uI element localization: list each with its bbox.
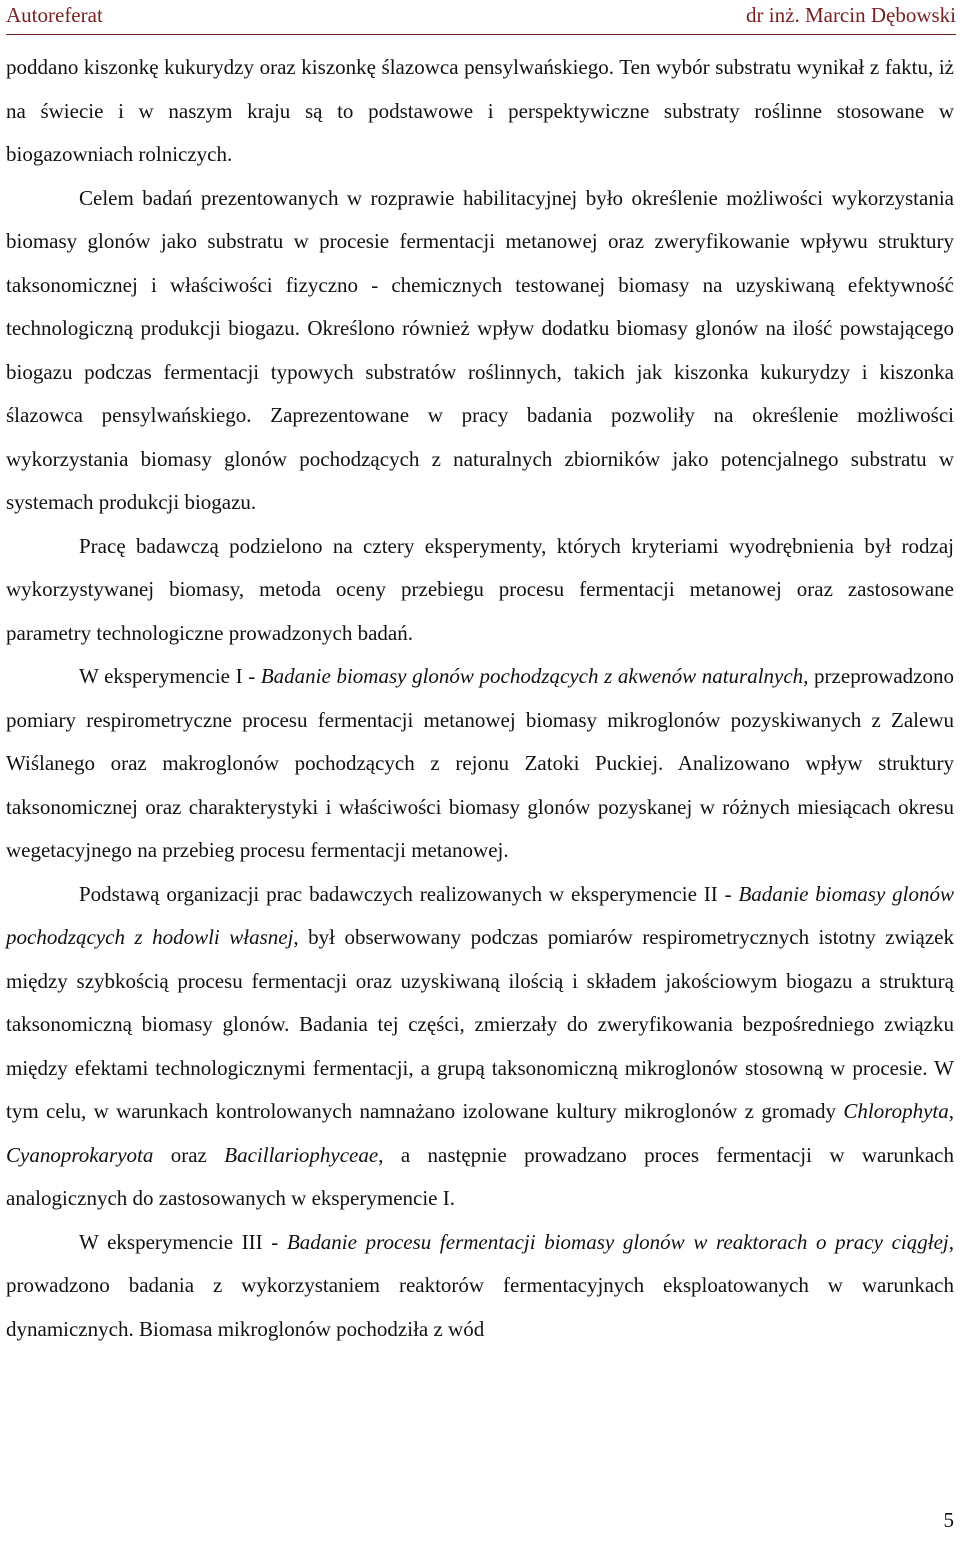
- header-document-type: Autoreferat: [6, 3, 103, 27]
- paragraph-5: [6, 873, 954, 1221]
- paragraph-6-intro: W eksperymencie III -: [79, 1229, 287, 1254]
- paragraph-4-body: , przeprowadzono pomiary respirometryczne procesu fermentacji metanowej biomasy mikroglonów pozyskiwanych z Zalewu Wiślanego oraz makroglonów pochodzących z rejonu Zatoki Puckiej. Analizowano wpływ struktury taksonomicznej oraz charakterystyki i właściwości biomasy glonów pozyskanej w różnych miesiącach okresu wegetacyjnego na przebieg procesu fermentacji metanowej.: [6, 664, 954, 862]
- paragraph-4-intro: W eksperymencie I -: [79, 664, 261, 688]
- paragraph-5-sep-2: oraz: [153, 1142, 225, 1167]
- paragraph-5-body: , był obserwowany podczas pomiarów respirometrycznych istotny związek między szybkością procesu fermentacji oraz uzyskiwaną ilością i składem jakościowym biogazu a strukturą taksonomiczną biomasy glonów. Badania tej części, zmierzały do zweryfikowania bezpośredniego związku między efektami technologicznymi fermentacji, a grupą taksonomiczną mikroglonów stosowną w procesie. W tym celu, w warunkach kontrolowanych namnażano izolowane kultury mikroglonów z gromady: [6, 925, 954, 1123]
- paragraph-2: Celem badań prezentowanych w rozprawie habilitacyjnej było określenie możliwości wykorzystania biomasy glonów jako substratu w procesie fermentacji metanowej oraz zweryfikowanie wpływu struktury taksonomicznej i właściwości fizyczno - chemicznych testowanej biomasy na uzyskiwaną efektywność technologiczną produkcji biogazu. Określono również wpływ dodatku biomasy glonów na ilość powstającego biogazu podczas fermentacji typowych substratów roślinnych, takich jak kiszonka kukurydzy i kiszonka ślazowca pensylwańskiego. Zaprezentowane w pracy badania pozwoliły na określenie możliwości wykorzystania biomasy glonów pochodzących z naturalnych zbiorników jako potencjalnego substratu w systemach produkcji biogazu.: [6, 185, 954, 514]
- paragraph-3: Pracę badawczą podzielono na cztery eksperymenty, których kryteriami wyodrębnienia był rodzaj wykorzystywanej biomasy, metoda oceny przebiegu procesu fermentacji metanowej oraz zastosowane parametry technologiczne prowadzonych badań.: [6, 533, 954, 645]
- experiment-1-title: Badanie biomasy glonów pochodzących z akwenów naturalnych: [260, 664, 804, 688]
- page-number: 5: [943, 1508, 954, 1532]
- paragraph-6: [6, 1221, 954, 1352]
- paragraph-6-body: , prowadzono badania z wykorzystaniem reaktorów fermentacyjnych eksploatowanych w warunkach dynamicznych. Biomasa mikroglonów pochodziła z wód: [6, 1229, 954, 1341]
- paragraph-1: poddano kiszonkę kukurydzy oraz kiszonkę ślazowca pensylwańskiego. Ten wybór substratu wynikał z faktu, iż na świecie i w naszym kraju są to podstawowe i perspektywiczne substraty roślinne stosowane w biogazowniach rolniczych.: [6, 55, 954, 166]
- paragraph-4: [6, 655, 954, 873]
- page-header: [6, 0, 956, 35]
- paragraph-5-end: , a następnie prowadzano proces fermentacji w warunkach analogicznych do zastosowanych w eksperymencie I.: [6, 1142, 954, 1210]
- header-author: dr inż. Marcin Dębowski: [746, 3, 956, 27]
- taxon-bacillariophyceae: Bacillariophyceae: [224, 1142, 379, 1167]
- paragraph-5-intro: Podstawą organizacji prac badawczych realizowanych w eksperymencie II -: [79, 881, 739, 906]
- document-body: [6, 46, 954, 1351]
- experiment-3-title: Badanie procesu fermentacji biomasy glonów w reaktorach o pracy ciągłej: [286, 1229, 949, 1254]
- experiment-2-title: Badanie biomasy glonów pochodzących z hodowli własnej: [6, 881, 954, 949]
- taxon-cyanoprokaryota: Cyanoprokaryota: [6, 1142, 154, 1167]
- paragraph-5-sep-1: ,: [948, 1099, 954, 1123]
- taxon-chlorophyta: Chlorophyta: [843, 1099, 949, 1123]
